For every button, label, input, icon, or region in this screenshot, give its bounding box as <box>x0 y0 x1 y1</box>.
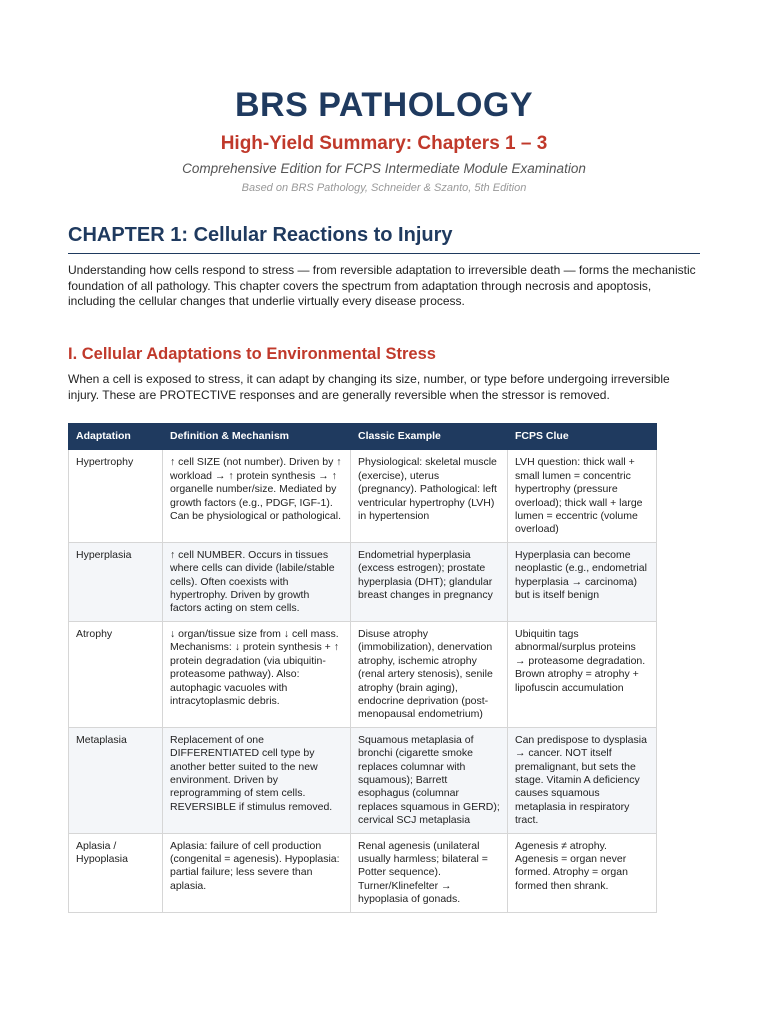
table-cell: Hyperplasia <box>69 542 163 621</box>
table-cell: Atrophy <box>69 621 163 727</box>
table-cell: Aplasia: failure of cell production (congenital = agenesis). Hypoplasia: partial failure; less severe than aplasia. <box>163 833 351 912</box>
table-cell: Can predispose to dysplasia → cancer. NOT itself premalignant, but sets the stage. Vitamin A deficiency causes squamous metaplasia in respiratory tract. <box>508 727 657 833</box>
document-source: Based on BRS Pathology, Schneider & Szanto, 5th Edition <box>241 182 527 194</box>
adaptations-table <box>68 423 657 913</box>
chapter-intro: Understanding how cells respond to stress — from reversible adaptation to irreversible death — forms the mechanistic foundation of all pathology. This chapter covers the spectrum from adaptation through necrosis and apoptosis, including the cellular changes that underlie virtually every disease process. <box>68 263 696 308</box>
table-cell: Aplasia / Hypoplasia <box>69 833 163 912</box>
table-row <box>69 621 657 727</box>
table-cell: Endometrial hyperplasia (excess estrogen); prostate hyperplasia (DHT); glandular breast changes in pregnancy <box>351 542 508 621</box>
document-subtitle: High-Yield Summary: Chapters 1 – 3 <box>220 133 548 154</box>
table-cell: Hyperplasia can become neoplastic (e.g., endometrial hyperplasia → carcinoma) but is itself benign <box>508 542 657 621</box>
table-cell: Squamous metaplasia of bronchi (cigarette smoke replaces columnar with squamous); Barrett esophagus (columnar replaces squamous in GERD); cervical SCJ metaplasia <box>351 727 508 833</box>
table-cell: Physiological: skeletal muscle (exercise), uterus (pregnancy). Pathological: left ventricular hypertrophy (LVH) in hypertension <box>351 450 508 542</box>
table-cell: Disuse atrophy (immobilization), denervation atrophy, ischemic atrophy (renal artery stenosis), senile atrophy (brain aging), endocrine deprivation (post-menopausal endometrium) <box>351 621 508 727</box>
table-cell: ↑ cell NUMBER. Occurs in tissues where cells can divide (labile/stable cells). Often coexists with hypertrophy. Driven by growth factors acting on stem cells. <box>163 542 351 621</box>
table-row <box>69 727 657 833</box>
table-cell: Replacement of one DIFFERENTIATED cell type by another better suited to the new environment. Driven by reprogramming of stem cells. REVERSIBLE if stimulus removed. <box>163 727 351 833</box>
section-intro: When a cell is exposed to stress, it can adapt by changing its size, number, or type before undergoing irreversible injury. These are PROTECTIVE responses and are generally reversible when the stressor is removed. <box>68 372 670 402</box>
document-edition: Comprehensive Edition for FCPS Intermediate Module Examination <box>182 161 586 176</box>
table-row <box>69 542 657 621</box>
chapter-heading: CHAPTER 1: Cellular Reactions to Injury <box>68 224 453 246</box>
table-cell: Hypertrophy <box>69 450 163 542</box>
table-cell: Renal agenesis (unilateral usually harmless; bilateral = Potter sequence). Turner/Klinefelter → hypoplasia of gonads. <box>351 833 508 912</box>
column-header-definition: Definition & Mechanism <box>163 424 351 450</box>
table-cell: LVH question: thick wall + small lumen = concentric hypertrophy (pressure overload); thick wall + large lumen = eccentric (volume overload) <box>508 450 657 542</box>
document-title: BRS PATHOLOGY <box>234 86 534 124</box>
table-cell: Agenesis ≠ atrophy. Agenesis = organ never formed. Atrophy = organ formed then shrank. <box>508 833 657 912</box>
table-header-row <box>69 424 657 450</box>
table-cell: Metaplasia <box>69 727 163 833</box>
table-row <box>69 450 657 542</box>
table-cell: Ubiquitin tags abnormal/surplus proteins → proteasome degradation. Brown atrophy = atrophy + lipofuscin accumulation <box>508 621 657 727</box>
chapter-divider <box>68 253 700 254</box>
table-row <box>69 833 657 912</box>
table-cell: ↓ organ/tissue size from ↓ cell mass. Mechanisms: ↓ protein synthesis + ↑ protein degradation (via ubiquitin-proteasome pathway). Also: autophagic vacuoles with intracytoplasmic debris. <box>163 621 351 727</box>
section-heading: I. Cellular Adaptations to Environmental Stress <box>68 345 436 363</box>
column-header-example: Classic Example <box>351 424 508 450</box>
column-header-adaptation: Adaptation <box>69 424 163 450</box>
column-header-fcps-clue: FCPS Clue <box>508 424 657 450</box>
table-cell: ↑ cell SIZE (not number). Driven by ↑ workload → ↑ protein synthesis → ↑ organelle number/size. Mediated by growth factors (e.g., PDGF, IGF-1). Can be physiological or pathological. <box>163 450 351 542</box>
